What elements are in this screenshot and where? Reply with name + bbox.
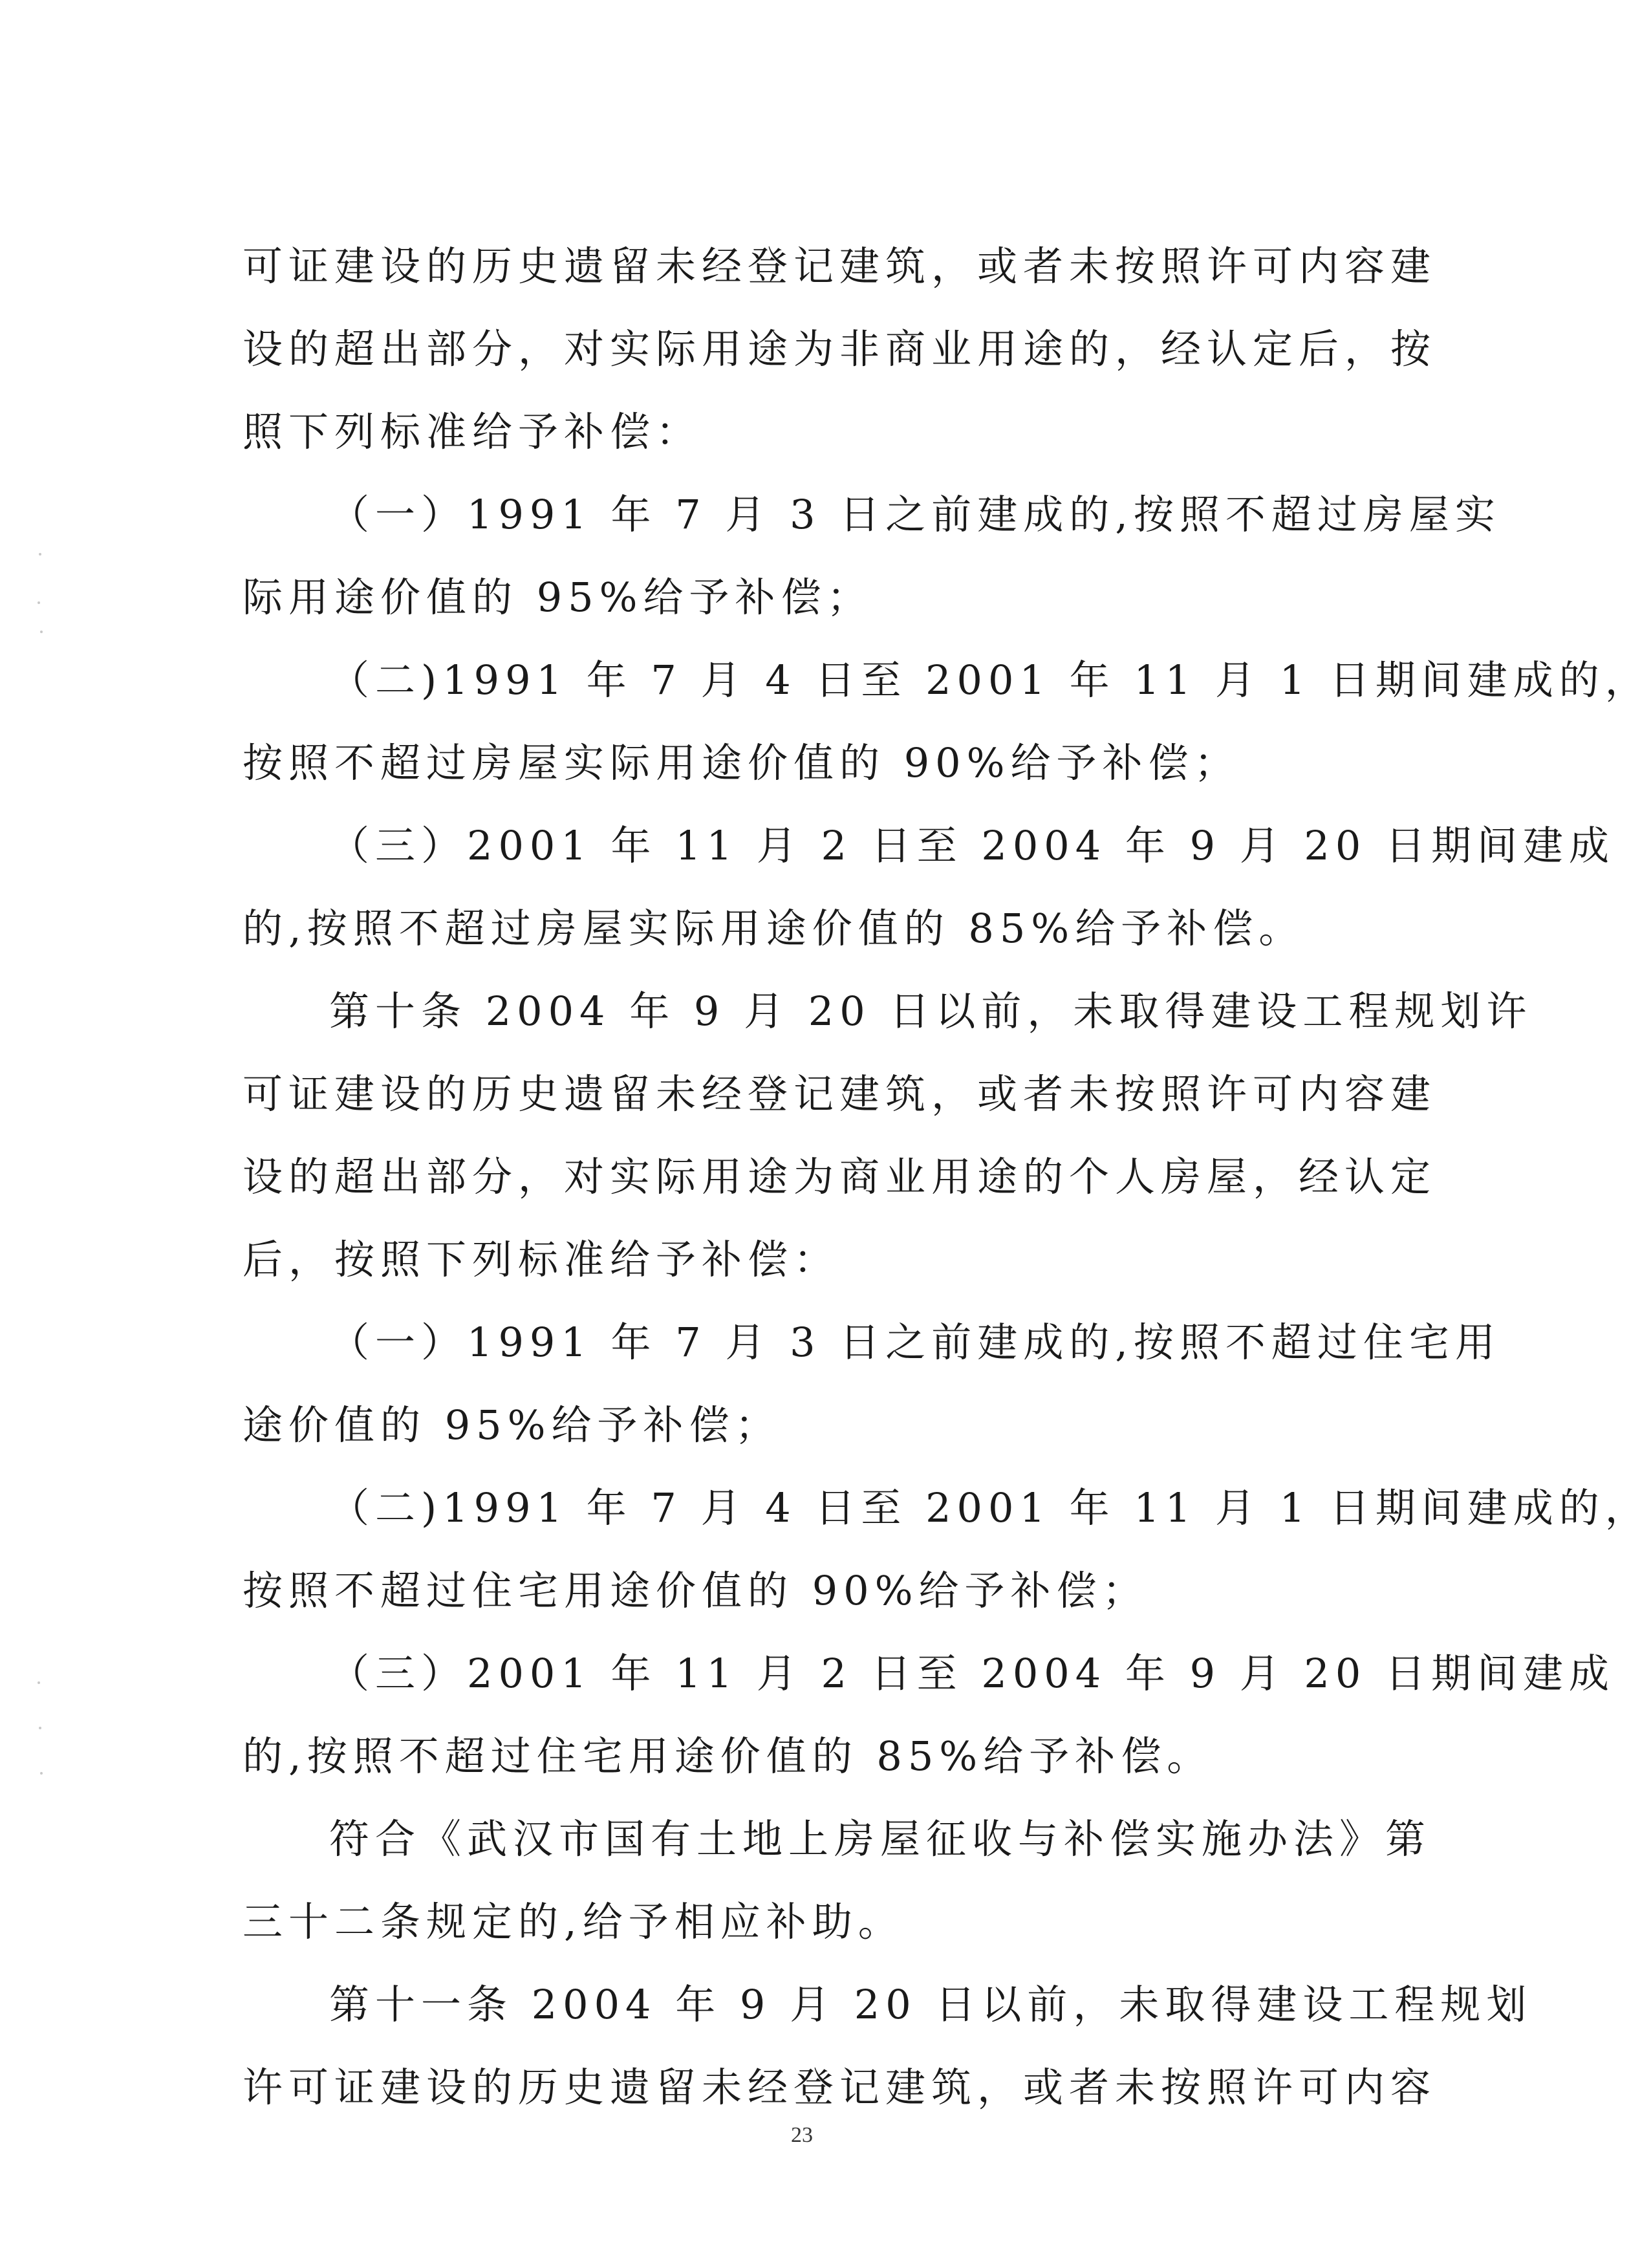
body-text [243,225,1651,2129]
text-line: 设的超出部分，对实际用途为商业用途的个人房屋，经认定 [243,1153,1437,1200]
scan-speck [39,553,41,556]
text-line: 际用途价值的 95%给予补偿； [243,574,873,621]
text-line: 的,按照不超过住宅用途价值的 85%给予补偿。 [243,1733,1213,1780]
text-line: 第十条 2004 年 9 月 20 日以前，未取得建设工程规划许 [329,988,1533,1035]
scan-speck [40,631,43,633]
text-line: （一）1991 年 7 月 3 日之前建成的,按照不超过住宅用 [329,1319,1501,1366]
text-line: （二)1991 年 7 月 4 日至 2001 年 11 月 1 日期间建成的， [329,656,1651,704]
text-line: （三）2001 年 11 月 2 日至 2004 年 9 月 20 日期间建成 [329,1650,1615,1697]
text-line: 途价值的 95%给予补偿； [243,1401,781,1449]
text-line: 可证建设的历史遗留未经登记建筑，或者未按照许可内容建 [243,243,1437,290]
page-number: 23 [791,2123,813,2147]
text-line: 后，按照下列标准给予补偿： [243,1236,840,1283]
text-line: 按照不超过住宅用途价值的 90%给予补偿； [243,1567,1149,1614]
scan-speck [39,1727,41,1729]
text-line: 按照不超过房屋实际用途价值的 90%给予补偿； [243,739,1240,786]
text-line: 的,按照不超过房屋实际用途价值的 85%给予补偿。 [243,905,1305,952]
text-line: 三十二条规定的,给予相应补助。 [243,1898,904,1945]
text-line: 可证建设的历史遗留未经登记建筑，或者未按照许可内容建 [243,1070,1437,1118]
text-line: 许可证建设的历史遗留未经登记建筑，或者未按照许可内容 [243,2064,1437,2111]
text-line: 照下列标准给予补偿： [243,408,702,455]
text-line: 设的超出部分，对实际用途为非商业用途的，经认定后，按 [243,325,1437,373]
text-line: （三）2001 年 11 月 2 日至 2004 年 9 月 20 日期间建成 [329,822,1615,869]
text-line: 第十一条 2004 年 9 月 20 日以前，未取得建设工程规划 [329,1981,1533,2028]
scan-speck [38,1681,40,1684]
scan-speck [40,1772,43,1775]
text-line: （二)1991 年 7 月 4 日至 2001 年 11 月 1 日期间建成的， [329,1484,1651,1531]
text-line: 符合《武汉市国有土地上房屋征收与补偿实施办法》第 [329,1815,1432,1863]
scan-speck [38,601,40,604]
text-line: （一）1991 年 7 月 3 日之前建成的,按照不超过房屋实 [329,491,1501,538]
